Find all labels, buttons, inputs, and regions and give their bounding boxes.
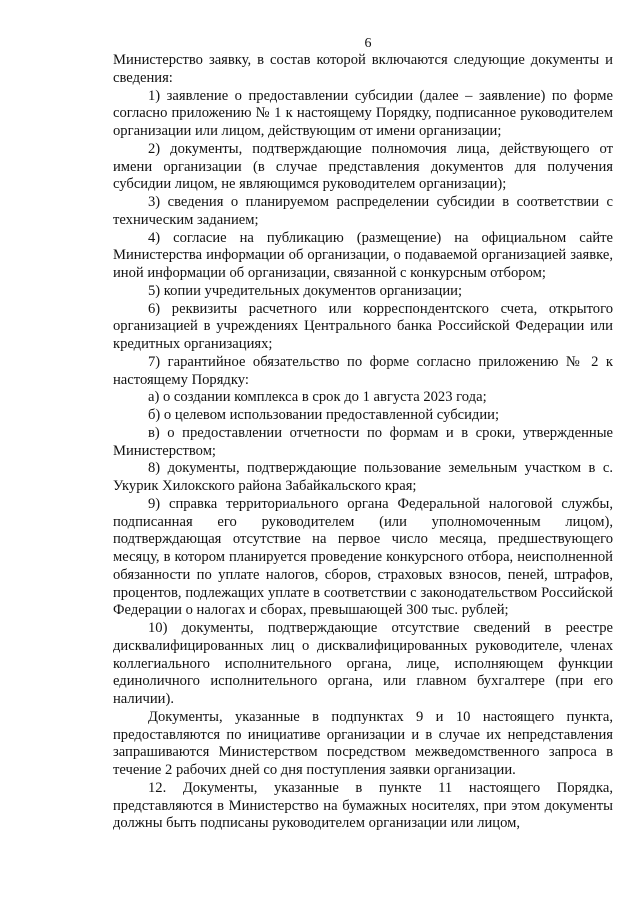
- paragraph: а) о создании комплекса в срок до 1 августа 2023 года;: [148, 389, 487, 406]
- paragraph: 7) гарантийное обязательство по форме согласно приложению № 2 к настоящему Порядку:: [113, 353, 613, 388]
- paragraph: 6) реквизиты расчетного или корреспондентского счета, открытого организацией в учреждениях Центрального банка Российской Федерации или кредитных организациях;: [113, 300, 613, 352]
- paragraph: в) о предоставлении отчетности по формам и в сроки, утвержденные Министерством;: [113, 424, 613, 459]
- paragraph: 1) заявление о предоставлении субсидии (далее – заявление) по форме согласно приложению № 1 к настоящему Порядку, подписанное руководителем организации или лицом, действующим от имени организации;: [113, 87, 613, 139]
- paragraph: Министерство заявку, в состав которой включаются следующие документы и сведения:: [113, 52, 613, 86]
- document-page: [113, 36, 613, 833]
- paragraph: 10) документы, подтверждающие отсутствие сведений в реестре дисквалифицированных лиц о дисквалифицированных руководителе, членах коллегиального исполнительного органа, лице, исполняющем функции единоличного исполнительного органа, или главном бухгалтере (при его наличии).: [113, 620, 613, 707]
- paragraph: 3) сведения о планируемом распределении субсидии в соответствии с техническим заданием;: [113, 194, 613, 228]
- paragraph: б) о целевом использовании предоставленной субсидии;: [148, 407, 500, 423]
- paragraph: 4) согласие на публикацию (размещение) на официальном сайте Министерства информации об организации, о подаваемой организацией заявке, иной информации об организации, связанной с конкурсным отбором;: [113, 229, 613, 281]
- paragraph: 5) копии учредительных документов организации;: [148, 282, 462, 299]
- paragraph: Документы, указанные в подпунктах 9 и 10 настоящего пункта, предоставляются по инициативе организации и в случае их непредставления запрашиваются Министерством посредством межведомственного запроса в течение 2 рабочих дней со дня поступления заявки организации.: [113, 708, 613, 778]
- page-number: 6: [364, 36, 372, 51]
- paragraph: 9) справка территориального органа Федеральной налоговой службы, подписанная его руководителем (или уполномоченным лицом), подтверждающая отсутствие на первое число месяца, предшествующего месяцу, в котором планируется проведение конкурсного отбора, неисполненной обязанности по уплате налогов, сборов, страховых взносов, пеней, штрафов, процентов, подлежащих уплате в соответствии с законодательством Российской Федерации о налогах и сборах, превышающей 300 тыс. рублей;: [113, 495, 613, 619]
- paragraph: 8) документы, подтверждающие пользование земельным участком в с. Укурик Хилокского района Забайкальского края;: [113, 460, 613, 494]
- document-body: [113, 52, 613, 833]
- paragraph: 2) документы, подтверждающие полномочия лица, действующего от имени организации (в случае представления документов для получения субсидии лицом, не являющимся руководителем организации);: [113, 140, 613, 193]
- paragraph: 12. Документы, указанные в пункте 11 настоящего Порядка, представляются в Министерство на бумажных носителях, при этом документы должны быть подписаны руководителем организации или лицом,: [113, 779, 613, 832]
